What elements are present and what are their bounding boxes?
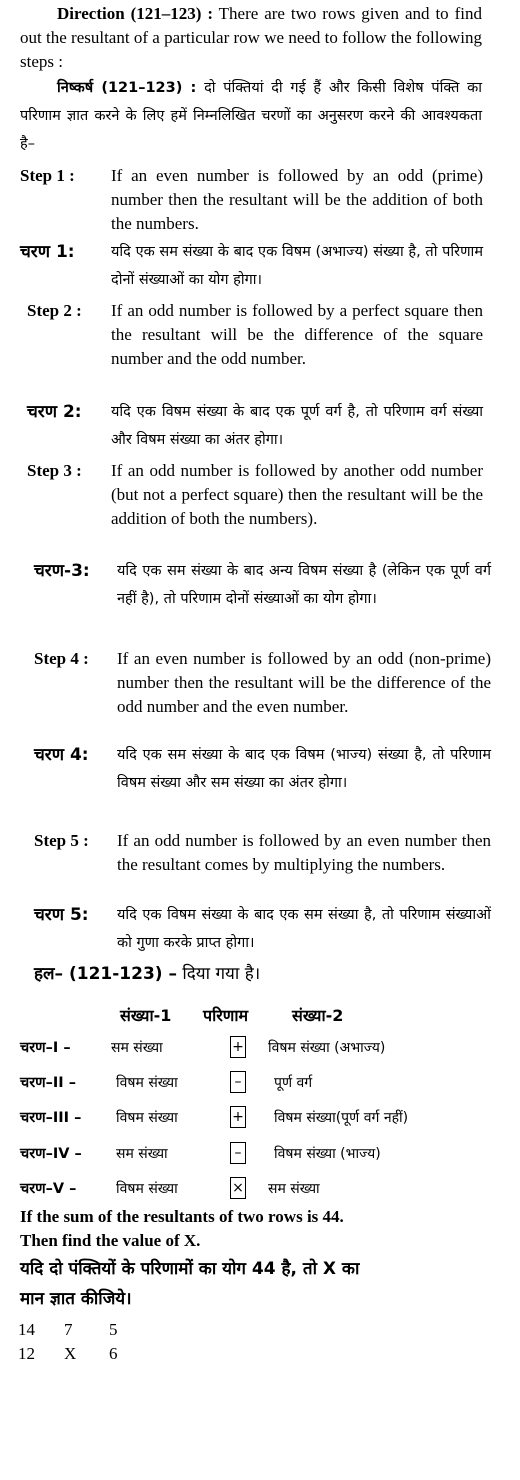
step-3-hindi-label: चरण-3: [34, 561, 90, 581]
direction-hindi-label: निष्कर्ष (121–123) : [57, 80, 197, 96]
table-header-3: संख्या-2 [292, 1006, 344, 1025]
table-row-1-label: चरण–I – [20, 1040, 71, 1056]
table-row-5-label: चरण–V – [20, 1181, 77, 1197]
table-row-2-right: पूर्ण वर्ग [274, 1075, 313, 1091]
table-row-4-label: चरण–IV – [20, 1146, 82, 1162]
direction-text: There are two rows given and to find out the resultant of a particular row we need to follow the following steps : [20, 4, 482, 71]
step-4-text: If an even number is followed by an odd (non-prime) number then the resultant will be the difference of the odd number and the even number. [117, 649, 491, 716]
step-4-hindi-label: चरण 4: [34, 745, 89, 765]
step-5-text: If an odd number is followed by an even number then the resultant comes by multiplying the numbers. [117, 831, 491, 874]
step-4-label: Step 4 : [34, 649, 89, 668]
question-line-1: If the sum of the resultants of two rows is 44. [20, 1207, 344, 1226]
grid-cell-r2c2: X [64, 1344, 77, 1363]
table-row-3-left: विषम संख्या [116, 1110, 178, 1126]
table-row-2-label: चरण–II – [20, 1075, 76, 1091]
minus-operator-box: – [230, 1071, 246, 1093]
plus-operator-box: + [230, 1106, 246, 1128]
grid-cell-r1c1: 14 [18, 1320, 35, 1339]
grid-cell-r2c1: 12 [18, 1344, 35, 1363]
step-3-label: Step 3 : [27, 461, 82, 480]
step-1-label: Step 1 : [20, 166, 75, 185]
step-1-hindi-label: चरण 1: [20, 242, 75, 262]
step-3-text: If an odd number is followed by another odd number (but not a perfect square) then the resultant will be the addition of both the numbers). [111, 461, 483, 528]
direction-hindi-paragraph [20, 74, 482, 158]
table-row-3-right: विषम संख्या(पूर्ण वर्ग नहीं) [274, 1110, 409, 1126]
solution-label: हल– (121-123) – [34, 964, 177, 984]
table-row-3-label: चरण–III – [20, 1110, 82, 1126]
step-2-hindi-label: चरण 2: [27, 402, 82, 422]
table-header-1: संख्या-1 [120, 1006, 172, 1025]
step-2-text: If an odd number is followed by a perfect square then the resultant will be the difference of the square number and the odd number. [111, 301, 483, 368]
question-hindi-line-2: मान ज्ञात कीजिये। [20, 1289, 132, 1309]
plus-operator-box: + [230, 1036, 246, 1058]
direction-paragraph [20, 2, 482, 74]
grid-cell-r1c2: 7 [64, 1320, 73, 1339]
step-1-hindi-text: यदि एक सम संख्या के बाद एक विषम (अभाज्य) संख्या है, तो परिणाम दोनों संख्याओं का योग होगा। [111, 244, 483, 288]
step-1-text: If an even number is followed by an odd (prime) number then the resultant will be the addition of both the numbers. [111, 166, 483, 233]
solution-line [34, 960, 260, 988]
question-line-2: Then find the value of X. [20, 1231, 201, 1250]
step-5-hindi-text: यदि एक विषम संख्या के बाद एक सम संख्या है, तो परिणाम संख्याओं को गुणा करके प्राप्त होगा। [117, 907, 491, 951]
table-row-4-left: सम संख्या [116, 1146, 168, 1162]
table-row-2-left: विषम संख्या [116, 1075, 178, 1091]
direction-hindi-text: दो पंक्तियां दी गई हैं और किसी विशेष पंक्ति का परिणाम ज्ञात करने के लिए हमें निम्नलिखित चरणों का अनुसरण करने की आवश्यकता है– [20, 80, 483, 152]
step-2-hindi-text: यदि एक विषम संख्या के बाद एक पूर्ण वर्ग है, तो परिणाम वर्ग संख्या और विषम संख्या का अंतर होगा। [111, 404, 483, 448]
table-header-2: परिणाम [203, 1006, 249, 1025]
table-row-5-right: सम संख्या [268, 1181, 320, 1197]
table-row-1-left: सम संख्या [111, 1040, 163, 1056]
step-5-label: Step 5 : [34, 831, 89, 850]
multiply-operator-box: × [230, 1177, 246, 1199]
table-row-5-left: विषम संख्या [116, 1181, 178, 1197]
step-2-label: Step 2 : [27, 301, 82, 320]
step-5-hindi-label: चरण 5: [34, 905, 89, 925]
step-4-hindi-text: यदि एक सम संख्या के बाद एक विषम (भाज्य) संख्या है, तो परिणाम विषम संख्या और सम संख्या का अंतर होगा। [117, 747, 491, 791]
grid-cell-r1c3: 5 [109, 1320, 118, 1339]
step-3-hindi-text: यदि एक सम संख्या के बाद अन्य विषम संख्या है (लेकिन एक पूर्ण वर्ग नहीं है), तो परिणाम दोनों संख्याओं का योग होगा। [117, 563, 491, 607]
table-row-1-right: विषम संख्या (अभाज्य) [268, 1040, 386, 1056]
table-row-4-right: विषम संख्या (भाज्य) [274, 1146, 381, 1162]
grid-cell-r2c3: 6 [109, 1344, 118, 1363]
minus-operator-box: – [230, 1142, 246, 1164]
solution-text: दिया गया है। [182, 964, 261, 984]
question-hindi-line-1: यदि दो पंक्तियों के परिणामों का योग 44 है, तो X का [20, 1259, 360, 1279]
direction-label: Direction (121–123) : [57, 4, 214, 23]
